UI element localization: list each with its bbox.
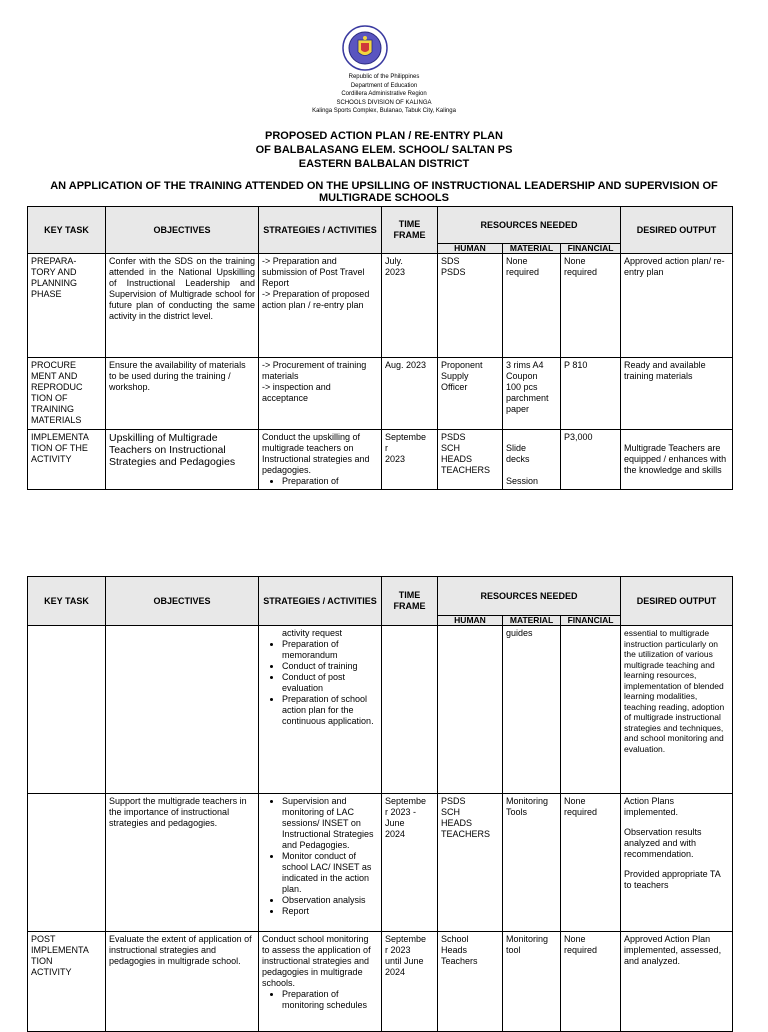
- time-frame-cell: Septembe r 2023 - June 2024: [382, 794, 438, 932]
- financial-cell: None required: [561, 794, 621, 932]
- action-plan-table-1: [27, 206, 733, 490]
- output-text: Action Plans implemented.: [624, 796, 679, 817]
- time-frame-cell: Septembe r 2023 until June 2024: [382, 932, 438, 1032]
- human-cell: SDS PSDS: [438, 254, 503, 358]
- action-plan-table-2: [27, 576, 733, 1032]
- material-cell: Slide decks Session: [503, 430, 561, 490]
- material-cell: None required: [503, 254, 561, 358]
- header-key-task: KEY TASK: [28, 207, 106, 254]
- key-task-cell: PREPARA- TORY AND PLANNING PHASE: [28, 254, 106, 358]
- strategies-text: Conduct school monitoring to assess the application of instructional strategies and pedagogies in multigrade schools.: [262, 934, 371, 988]
- header-line: Cordillera Administrative Region: [341, 91, 427, 98]
- time-frame-cell: Septembe r 2023: [382, 430, 438, 490]
- objectives-cell: [106, 626, 259, 794]
- header-human: HUMAN: [438, 616, 503, 626]
- key-task-cell: PROCURE MENT AND REPRODUC TION OF TRAINING MATERIALS: [28, 358, 106, 430]
- application-title: AN APPLICATION OF THE TRAINING ATTENDED ON THE UPSILLING OF INSTRUCTIONAL LEADERSHIP AND SUPERVISION OF MULTIGRADE SCHOOLS: [50, 180, 718, 204]
- header-time-frame: TIME FRAME: [382, 207, 438, 254]
- output-cell: essential to multigrade instruction particularly on the utilization of various multigrade teaching and learning resources, implementation of blended learning modalities, teaching reading, adoption of multigrade instructional strategies and techniques, and school monitoring and evaluation.: [621, 626, 733, 794]
- table-row: [28, 254, 733, 358]
- objectives-cell: Upskilling of Multigrade Teachers on Instructional Strategies and Pedagogies: [106, 430, 259, 490]
- table-row: [28, 430, 733, 490]
- strategy-bullet: • Conduct of training: [282, 661, 378, 672]
- objectives-cell: Confer with the SDS on the training attended in the National Upskilling of Instructional Leadership and Supervision of Multigrade school for future plan of conducting the same activity in the district level.: [106, 254, 259, 358]
- strategy-bullet: • Preparation of monitoring schedules: [282, 989, 378, 1011]
- key-task-cell: POST IMPLEMENTA TION ACTIVITY: [28, 932, 106, 1032]
- header-strategies: STRATEGIES / ACTIVITIES: [259, 577, 382, 626]
- strategies-cell: [259, 430, 382, 490]
- table-row: [28, 932, 733, 1032]
- header-objectives: OBJECTIVES: [106, 577, 259, 626]
- header-line: Kalinga Sports Complex, Bulanao, Tabuk City, Kalinga: [312, 108, 456, 115]
- strategies-cell: -> Procurement of training materials -> inspection and acceptance: [259, 358, 382, 430]
- table-row: [28, 794, 733, 932]
- header-material: MATERIAL: [503, 244, 561, 254]
- time-frame-cell: July. 2023: [382, 254, 438, 358]
- strategy-bullet: • Preparation of: [282, 476, 378, 487]
- title-line: OF BALBALASANG ELEM. SCHOOL/ SALTAN PS: [255, 144, 513, 156]
- strategy-bullet: • Preparation of school action plan for the continuous application.: [282, 694, 378, 727]
- financial-cell: None required: [561, 932, 621, 1032]
- header-financial: FINANCIAL: [561, 244, 621, 254]
- table-row: [28, 358, 733, 430]
- agency-header: [0, 73, 768, 116]
- header-strategies: STRATEGIES / ACTIVITIES: [259, 207, 382, 254]
- objectives-cell: Ensure the availability of materials to be used during the training / workshop.: [106, 358, 259, 430]
- human-cell: School Heads Teachers: [438, 932, 503, 1032]
- financial-cell: P3,000: [561, 430, 621, 490]
- header-desired-output: DESIRED OUTPUT: [621, 577, 733, 626]
- output-cell: Multigrade Teachers are equipped / enhances with the knowledge and skills: [621, 430, 733, 490]
- human-cell: Proponent Supply Officer: [438, 358, 503, 430]
- header-key-task: KEY TASK: [28, 577, 106, 626]
- strategies-text: activity request: [282, 628, 343, 638]
- objectives-cell: Evaluate the extent of application of instructional strategies and pedagogies in multigrade school.: [106, 932, 259, 1032]
- material-cell: 3 rims A4 Coupon 100 pcs parchment paper: [503, 358, 561, 430]
- strategy-bullet: • Observation analysis: [282, 895, 378, 906]
- header-human: HUMAN: [438, 244, 503, 254]
- header-material: MATERIAL: [503, 616, 561, 626]
- output-cell: [621, 794, 733, 932]
- output-cell: Approved action plan/ re-entry plan: [621, 254, 733, 358]
- objectives-cell: Support the multigrade teachers in the importance of instructional strategies and pedagogies.: [106, 794, 259, 932]
- key-task-cell: [28, 626, 106, 794]
- strategies-cell: [259, 794, 382, 932]
- strategy-bullet: • Conduct of post evaluation: [282, 672, 378, 694]
- header-resources: RESOURCES NEEDED: [438, 577, 621, 616]
- strategy-bullet: • Preparation of memorandum: [282, 639, 378, 661]
- strategies-cell: -> Preparation and submission of Post Travel Report -> Preparation of proposed action plan / re-entry plan: [259, 254, 382, 358]
- material-cell: Monitoring Tools: [503, 794, 561, 932]
- title-line: PROPOSED ACTION PLAN / RE-ENTRY PLAN: [265, 130, 503, 142]
- output-text: Observation results analyzed and with recommendation.: [624, 827, 702, 859]
- financial-cell: P 810: [561, 358, 621, 430]
- output-cell: Ready and available training materials: [621, 358, 733, 430]
- key-task-cell: [28, 794, 106, 932]
- header-desired-output: DESIRED OUTPUT: [621, 207, 733, 254]
- header-line: Republic of the Philippines: [348, 74, 420, 80]
- header-time-frame: TIME FRAME: [382, 577, 438, 626]
- header-line: Department of Education: [350, 82, 418, 89]
- key-task-cell: IMPLEMENTA TION OF THE ACTIVITY: [28, 430, 106, 490]
- strategy-bullet: • Supervision and monitoring of LAC sessions/ INSET on Instructional Strategies and Pedagogies.: [282, 796, 378, 851]
- strategies-cell: [259, 932, 382, 1032]
- time-frame-cell: [382, 626, 438, 794]
- financial-cell: [561, 626, 621, 794]
- output-text: Provided appropriate TA to teachers: [624, 869, 721, 890]
- header-financial: FINANCIAL: [561, 616, 621, 626]
- strategy-bullet: • Report: [282, 906, 378, 917]
- material-cell: Monitoring tool: [503, 932, 561, 1032]
- document-title: [0, 129, 768, 171]
- strategies-text: Conduct the upskilling of multigrade teachers on Instructional strategies and pedagogies.: [262, 432, 370, 475]
- human-cell: PSDS SCH HEADS TEACHERS: [438, 794, 503, 932]
- strategies-cell: [259, 626, 382, 794]
- deped-seal-logo: [340, 25, 390, 71]
- human-cell: [438, 626, 503, 794]
- header-objectives: OBJECTIVES: [106, 207, 259, 254]
- financial-cell: None required: [561, 254, 621, 358]
- title-line: EASTERN BALBALAN DISTRICT: [298, 158, 470, 170]
- time-frame-cell: Aug. 2023: [382, 358, 438, 430]
- material-cell: guides: [503, 626, 561, 794]
- header-resources: RESOURCES NEEDED: [438, 207, 621, 244]
- table-row: [28, 626, 733, 794]
- human-cell: PSDS SCH HEADS TEACHERS: [438, 430, 503, 490]
- strategy-bullet: • Monitor conduct of school LAC/ INSET as indicated in the action plan.: [282, 851, 378, 895]
- header-line: SCHOOLS DIVISION OF KALINGA: [336, 99, 432, 106]
- output-cell: Approved Action Plan implemented, assessed, and analyzed.: [621, 932, 733, 1032]
